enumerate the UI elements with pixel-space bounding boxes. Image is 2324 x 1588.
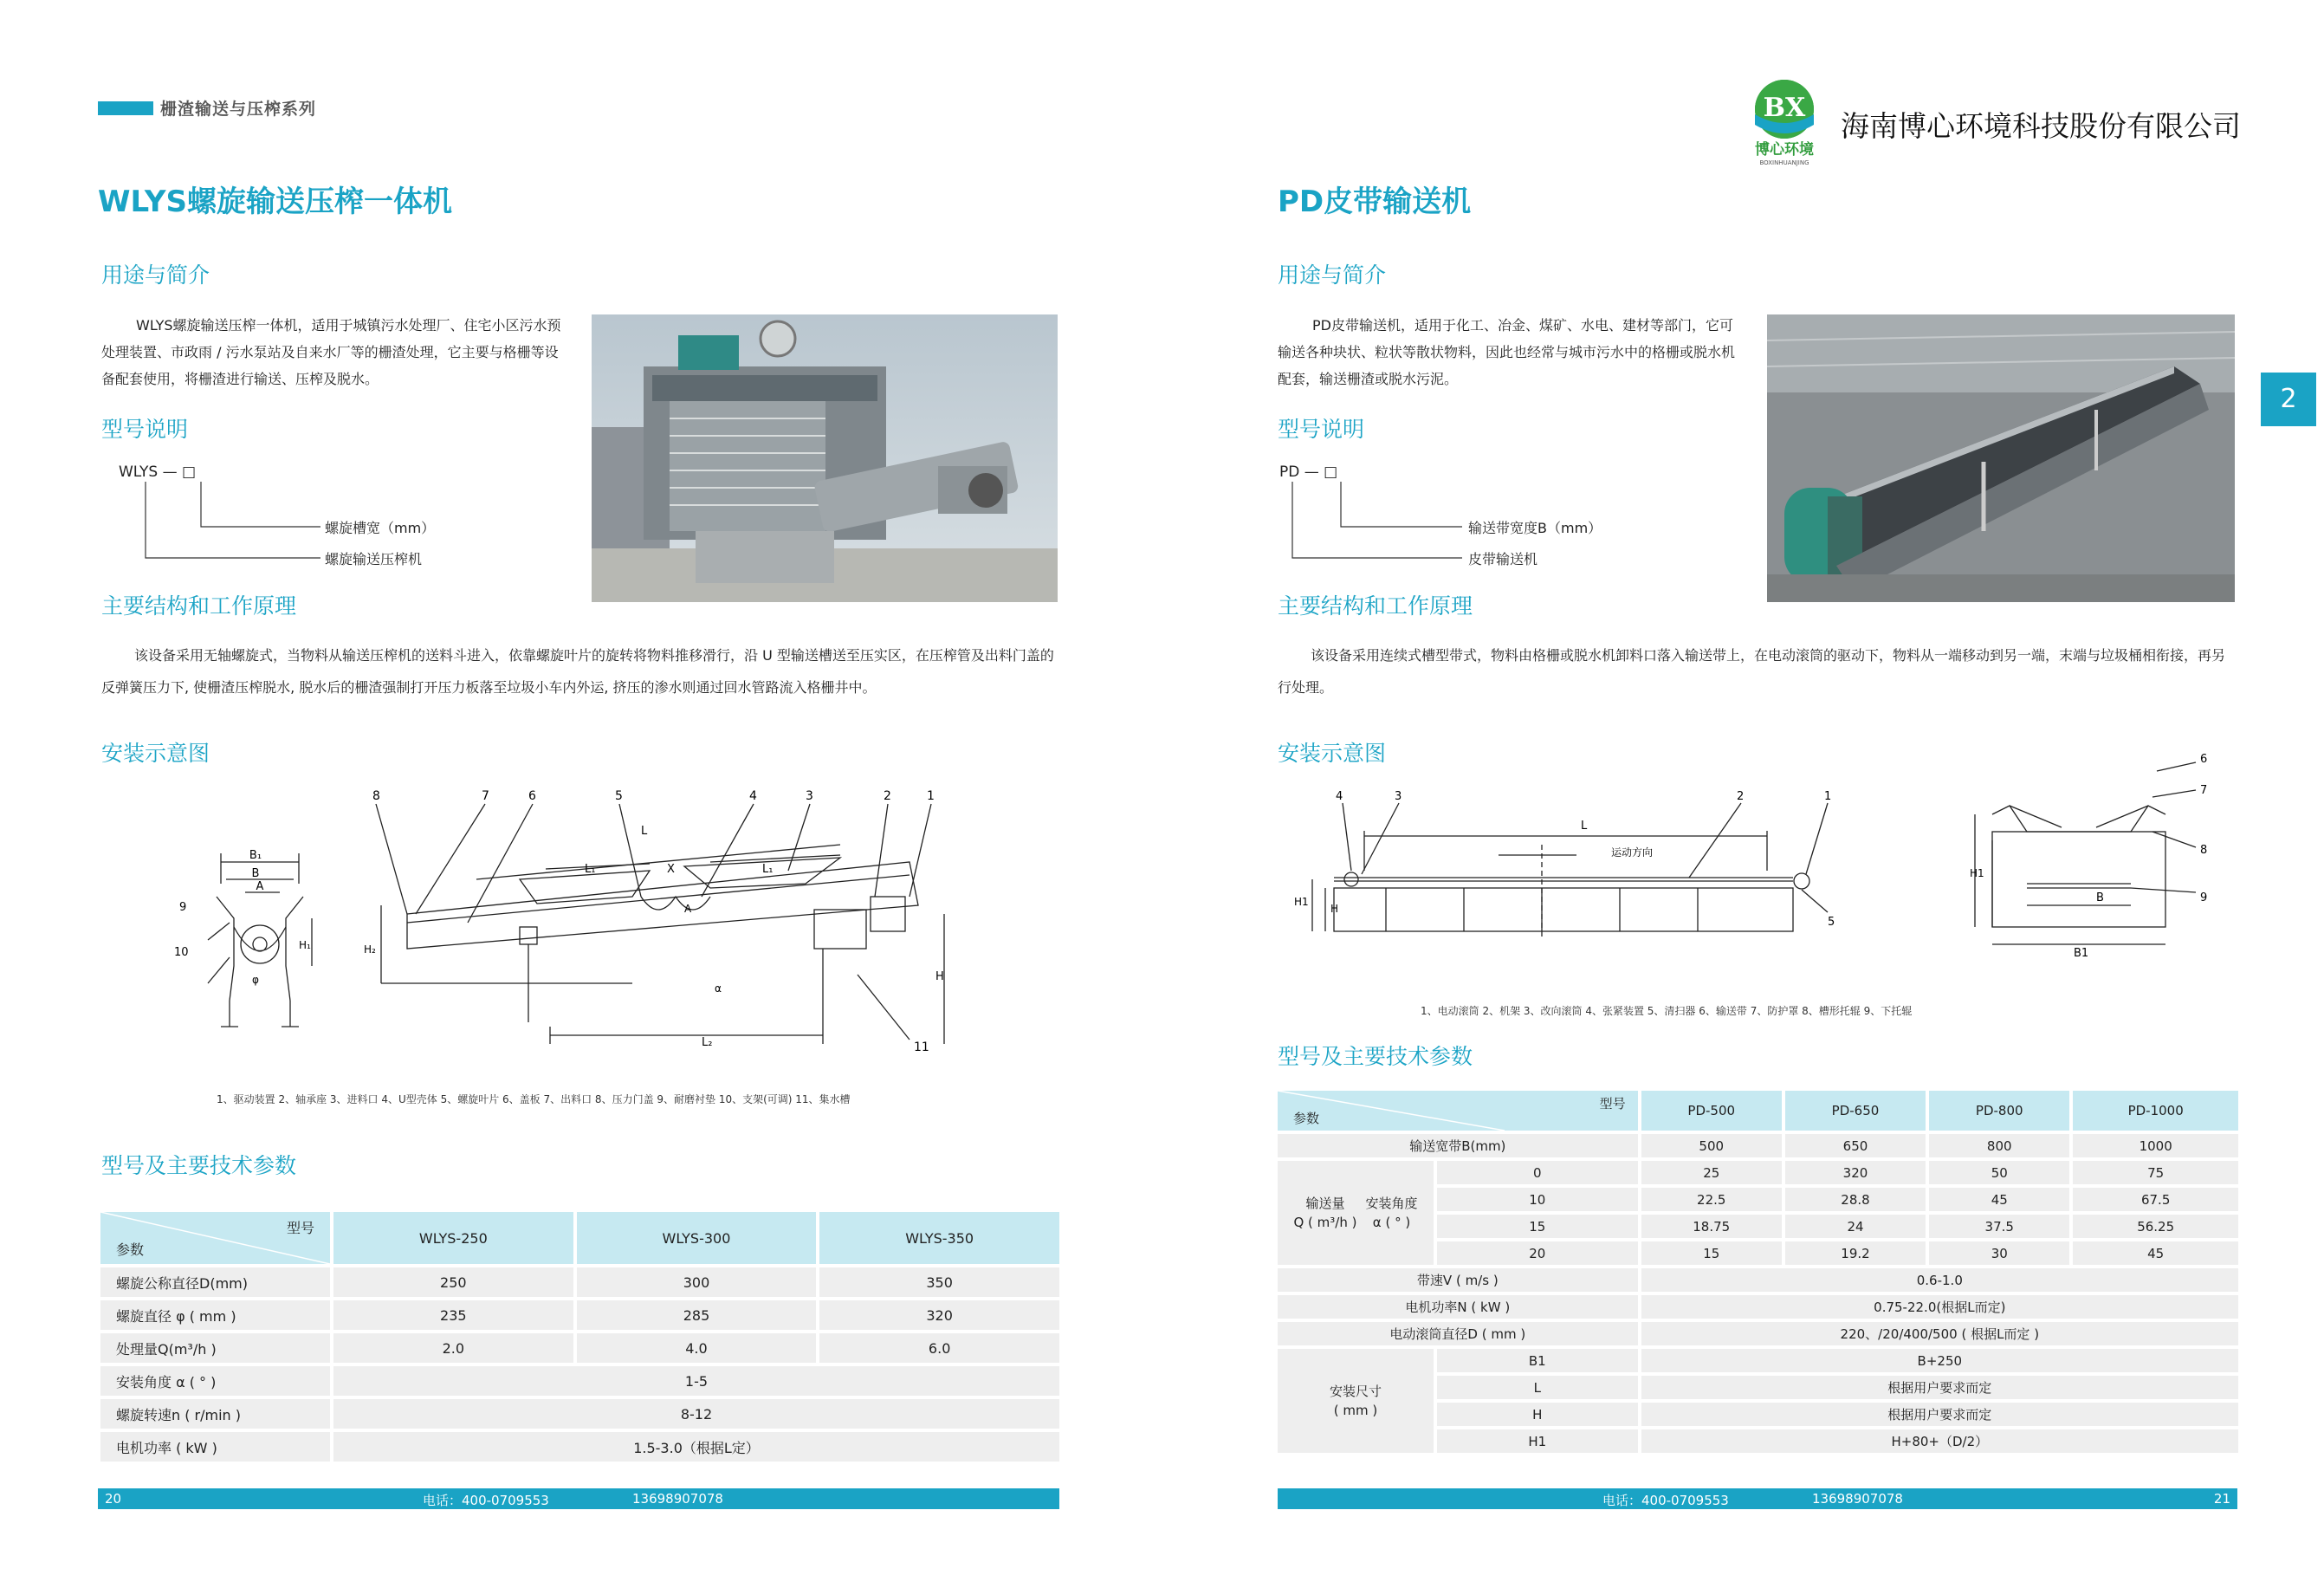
label-11: 11 [914,1040,929,1054]
dim-phi: φ [252,974,259,986]
label-1: 1 [1824,790,1832,803]
right-install-heading: 安装示意图 [1278,741,1387,766]
left-params-heading: 型号及主要技术参数 [101,1153,297,1178]
left-structure-heading: 主要结构和工作原理 [101,593,297,619]
label-9: 9 [179,901,187,914]
table-row: 安装尺寸 ( mm ) B1 B+250 [1278,1349,2238,1372]
model-col: PD-650 [1785,1091,1926,1131]
table-row: 20 15 19.2 30 45 [1278,1241,2238,1265]
left-install-heading: 安装示意图 [101,741,210,766]
svg-text:博心环境: 博心环境 [1755,141,1814,159]
right-title: PD皮带输送机 [1278,185,1472,219]
dim-l: L [641,825,648,838]
series-label: 栅渣输送与压榨系列 [160,100,317,119]
footer-mobile: 13698907078 [632,1491,723,1507]
dim-l2: L₂ [702,1036,713,1049]
left-usage-heading: 用途与简介 [101,263,210,288]
label-4: 4 [749,789,757,803]
label-6: 6 [528,789,536,803]
footer-phone: 电话：400-0709553 [1602,1493,1729,1508]
table-row: 输送量 Q ( m³/h ) 安装角度 α ( ° ) 0 25 320 50 75 [1278,1161,2238,1184]
dim-b: B [251,867,260,880]
footer-phone: 电话：400-0709553 [423,1493,549,1508]
label-1: 1 [927,789,935,803]
right-model-note-1: 输送带宽度B（mm） [1468,520,1602,536]
label-2: 2 [884,789,891,803]
direction-label: 运动方向 [1611,846,1654,859]
svg-text:BX: BX [1763,93,1806,123]
right-footer [1278,1488,2237,1509]
label-8: 8 [2200,844,2208,857]
dim-l: L [1581,820,1588,833]
company-name: 海南博心环境科技股份有限公司 [1841,109,2241,143]
dim-l1-b: L₁ [762,863,774,876]
table-row: 安装角度 α ( ° ) 1-5 [100,1366,1059,1396]
screw-side-diagram [355,775,961,1070]
right-model-heading: 型号说明 [1278,417,1365,442]
belt-side-diagram [1282,784,1845,949]
model-col: PD-1000 [2073,1091,2238,1131]
right-model-code: PD — □ [1279,463,1338,481]
model-col: WLYS-300 [577,1212,817,1264]
label-4: 4 [1336,790,1343,803]
dim-h: H [935,970,944,983]
left-model-lines [139,482,329,568]
label-5: 5 [1828,916,1835,929]
label-8: 8 [372,789,380,803]
right-params-heading: 型号及主要技术参数 [1278,1044,1473,1069]
label-5: 5 [615,789,623,803]
left-structure-text: 该设备采用无轴螺旋式，当物料从输送压榨机的送料斗进入，依靠螺旋叶片的旋转将物料推移滑行，沿 U 型输送槽送至压实区，在压榨管及出料门盖的反弹簧压力下, 使栅渣压榨脱水, 脱水后的栅渣强制打开压力板落至垃圾小车内外运, 挤压的渗水则通过回水管路流入格栅井中。 [101,647,1054,696]
company-logo [1741,80,1828,166]
dim-alpha: α [715,982,722,995]
dim-b1: B₁ [249,849,262,862]
label-6: 6 [2200,753,2208,766]
table-row: 15 18.75 24 37.5 56.25 [1278,1215,2238,1238]
label-2: 2 [1737,790,1745,803]
left-title: WLYS螺旋输送压榨一体机 [98,185,452,219]
label-7: 7 [2200,784,2208,797]
right-model-note-2: 皮带输送机 [1468,551,1538,567]
right-structure-text: 该设备采用连续式槽型带式，物料由格栅或脱水机卸料口落入输送带上，在电动滚筒的驱动下，物料从一端移动到另一端，末端与垃圾桶相衔接，再另行处理。 [1278,647,2226,696]
table-row: 螺旋直径 φ ( mm ) 235 285 320 [100,1300,1059,1330]
left-spec-table [97,1209,1063,1465]
dim-a-section: A [684,903,692,915]
dim-x: X [667,863,675,876]
table-row: 处理量Q(m³/h ) 2.0 4.0 6.0 [100,1333,1059,1363]
table-row: 带速V ( m/s ) 0.6-1.0 [1278,1268,2238,1292]
table-row: H1 H+80+（D/2） [1278,1429,2238,1453]
left-model-note-2: 螺旋输送压榨机 [325,551,423,567]
right-structure-heading: 主要结构和工作原理 [1278,593,1473,619]
dim-b1: B1 [2074,947,2089,960]
dim-h: H [1330,903,1339,915]
page-number: 21 [2213,1491,2230,1507]
model-col: PD-800 [1929,1091,2069,1131]
table-row: 螺旋公称直径D(mm) 250 300 350 [100,1267,1059,1297]
dim-h1: H1 [1294,896,1309,908]
dim-h1: H1 [1970,867,1984,879]
table-row: L 根据用户要求而定 [1278,1376,2238,1399]
label-3: 3 [1395,790,1402,803]
svg-text:BOXINHUANJING: BOXINHUANJING [1759,159,1809,166]
table-row: 电机功率 ( kW ) 1.5-3.0（根据L定） [100,1432,1059,1462]
right-usage-text: PD皮带输送机，适用于化工、冶金、煤矿、水电、建材等部门，它可输送各种块状、粒状等散状物料，因此也经常与城市污水中的格栅或脱水机配套，输送栅渣或脱水污泥。 [1278,317,1736,387]
model-col: PD-500 [1641,1091,1782,1131]
model-col: WLYS-350 [819,1212,1059,1264]
dim-h2: H₂ [364,943,376,956]
label-10: 10 [174,946,189,959]
table-row: 输送宽带B(mm) 500 650 800 1000 [1278,1134,2238,1157]
table-row: H 根据用户要求而定 [1278,1403,2238,1426]
belt-cross-section-diagram [1958,745,2217,962]
screw-cross-section-diagram [169,845,329,1053]
series-bar [98,101,153,115]
corner-cell: 型号 参数 [100,1212,330,1264]
page-number: 20 [105,1491,122,1507]
label-9: 9 [2200,891,2208,904]
footer-mobile: 13698907078 [1812,1491,1903,1507]
table-row: 10 22.5 28.8 45 67.5 [1278,1188,2238,1211]
table-row: 电动滚筒直径D ( mm ) 220、/20/400/500 ( 根据L而定 ) [1278,1322,2238,1345]
left-usage-text: WLYS螺旋输送压榨一体机，适用于城镇污水处理厂、住宅小区污水预处理装置、市政雨 / 污水泵站及自来水厂等的栅渣处理，它主要与格栅等设备配套使用，将栅渣进行输送、压榨及脱水。 [101,317,561,387]
left-model-note-1: 螺旋槽宽（mm） [325,520,436,536]
right-usage-heading: 用途与简介 [1278,263,1387,288]
right-spec-table [1274,1087,2242,1456]
dim-l1-a: L₁ [585,863,596,876]
label-7: 7 [482,789,489,803]
right-model-lines [1289,482,1471,568]
corner-cell: 型号 参数 [1278,1091,1638,1131]
screw-press-photo [592,314,1058,602]
left-footer [98,1488,1059,1509]
left-model-heading: 型号说明 [101,417,189,442]
dim-b: B [2096,891,2104,904]
left-legend: 1、驱动装置 2、轴承座 3、进料口 4、U型壳体 5、螺旋叶片 6、盖板 7、出料口 8、压力门盖 9、耐磨衬垫 10、支架(可调) 11、集水槽 [217,1093,851,1105]
dim-a: A [256,880,264,893]
label-3: 3 [806,789,813,803]
table-row: 电机功率N ( kW ) 0.75-22.0(根据L而定) [1278,1295,2238,1319]
model-col: WLYS-250 [333,1212,573,1264]
section-tab: 2 [2261,373,2316,426]
table-row: 螺旋转速n ( r/min ) 8-12 [100,1399,1059,1429]
right-legend: 1、电动滚筒 2、机架 3、改向滚筒 4、张紧装置 5、清扫器 6、输送带 7、防护罩 8、槽形托辊 9、下托辊 [1421,1005,1913,1017]
belt-conveyor-photo [1767,314,2235,602]
dim-h1: H₁ [299,939,311,951]
left-model-code: WLYS — □ [119,463,197,481]
